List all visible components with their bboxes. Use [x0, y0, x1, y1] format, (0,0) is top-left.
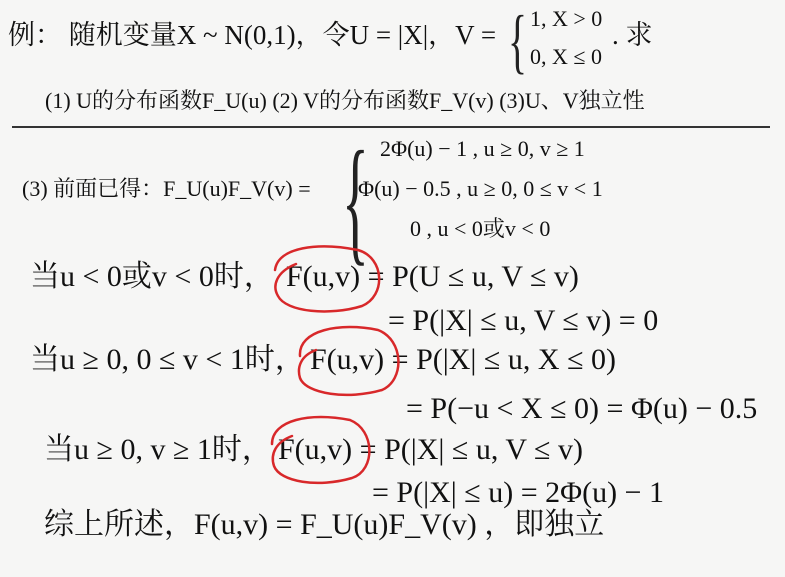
case-positive: 1, X > 0	[530, 6, 603, 31]
problem-statement: 例： 随机变量X ~ N(0,1)，令U = |X|，V =	[8, 20, 497, 50]
case3-result: = P(|X| ≤ u) = 2Φ(u) − 1	[372, 476, 664, 509]
conclusion: 综上所述，F(u,v) = F_U(u)F_V(v) ，即独立	[44, 508, 605, 541]
case-row-1: 2Φ(u) − 1 , u ≥ 0, v ≥ 1	[380, 136, 585, 161]
case-row-2: Φ(u) − 0.5 , u ≥ 0, 0 ≤ v < 1	[358, 176, 603, 201]
ask-label: . 求	[612, 20, 653, 50]
case3-equation: F(u,v) = P(|X| ≤ u, V ≤ v)	[278, 433, 583, 466]
divider	[12, 126, 770, 128]
case2-condition: 当u ≥ 0, 0 ≤ v < 1时，	[30, 343, 305, 376]
case-row-3: 0 , u < 0或v < 0	[410, 216, 551, 241]
case-nonpositive: 0, X ≤ 0	[530, 44, 602, 69]
case2-equation: F(u,v) = P(|X| ≤ u, X ≤ 0)	[310, 343, 617, 376]
case1-condition: 当u < 0或v < 0时，	[30, 260, 274, 293]
case3-condition: 当u ≥ 0, v ≥ 1时，	[44, 433, 272, 466]
case2-result: = P(−u < X ≤ 0) = Φ(u) − 0.5	[406, 392, 758, 425]
case1-result: = P(|X| ≤ u, V ≤ v) = 0	[388, 304, 659, 337]
case1-equation: F(u,v) = P(U ≤ u, V ≤ v)	[286, 260, 579, 293]
piecewise-brace: {	[508, 1, 528, 81]
sub-questions: (1) U的分布函数F_U(u) (2) V的分布函数F_V(v) (3)U、V独立性	[45, 88, 645, 113]
intro-line: (3) 前面已得：F_U(u)F_V(v) =	[22, 176, 311, 201]
cases-brace: {	[342, 123, 369, 278]
